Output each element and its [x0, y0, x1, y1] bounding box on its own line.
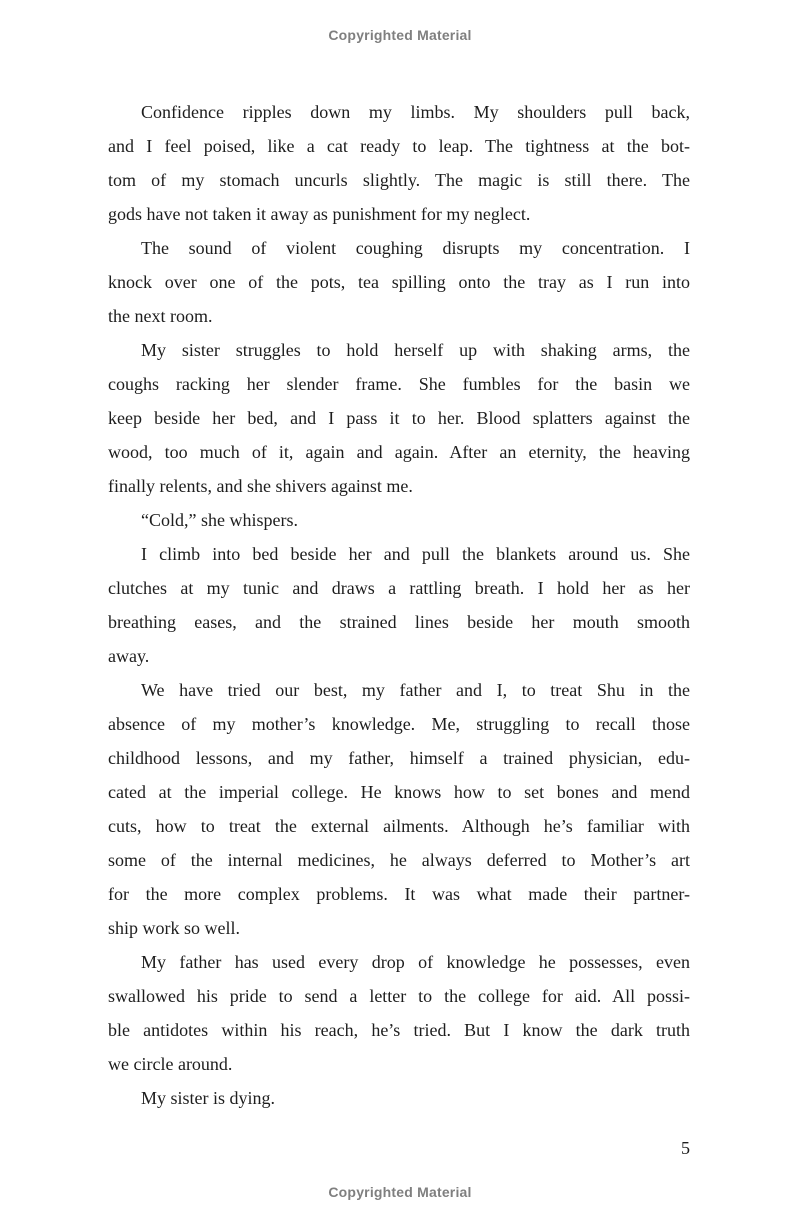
text-line: and I feel poised, like a cat ready to leap. The tightness at the bot- [108, 136, 690, 156]
text-line: some of the internal medicines, he always deferred to Mother’s art [108, 850, 690, 870]
text-line: tom of my stomach uncurls slightly. The magic is still there. The [108, 170, 690, 190]
text-line: Confidence ripples down my limbs. My shoulders pull back, [141, 102, 690, 122]
paragraph [108, 1081, 690, 1115]
text-line: breathing eases, and the strained lines beside her mouth smooth [108, 612, 690, 632]
text-line: wood, too much of it, again and again. After an eternity, the heaving [108, 442, 690, 462]
page-text [108, 95, 690, 1115]
text-line: My father has used every drop of knowledge he possesses, even [141, 952, 690, 972]
text-line: My sister is dying. [141, 1088, 276, 1108]
paragraph [108, 945, 690, 1081]
text-line: ble antidotes within his reach, he’s tried. But I know the dark truth [108, 1020, 690, 1040]
text-line: keep beside her bed, and I pass it to her. Blood splatters against the [108, 408, 690, 428]
text-line: childhood lessons, and my father, himself a trained physician, edu- [108, 748, 690, 768]
paragraph [108, 673, 690, 945]
text-line: knock over one of the pots, tea spilling onto the tray as I run into [108, 272, 690, 292]
text-line: finally relents, and she shivers against me. [108, 476, 413, 496]
text-line: ship work so well. [108, 918, 240, 938]
text-line: we circle around. [108, 1054, 233, 1074]
copyright-notice-bottom: Copyrighted Material [328, 1184, 472, 1200]
paragraph [108, 231, 690, 333]
copyright-notice-top: Copyrighted Material [328, 27, 472, 43]
text-line: gods have not taken it away as punishment for my neglect. [108, 204, 531, 224]
text-line: coughs racking her slender frame. She fumbles for the basin we [108, 374, 690, 394]
text-line: absence of my mother’s knowledge. Me, struggling to recall those [108, 714, 690, 734]
text-line: cated at the imperial college. He knows how to set bones and mend [108, 782, 690, 802]
text-line: clutches at my tunic and draws a rattling breath. I hold her as her [108, 578, 690, 598]
paragraph [108, 333, 690, 503]
text-line: swallowed his pride to send a letter to the college for aid. All possi- [108, 986, 690, 1006]
text-line: for the more complex problems. It was what made their partner- [108, 884, 690, 904]
paragraph [108, 537, 690, 673]
text-line: away. [108, 646, 150, 666]
paragraph [108, 95, 690, 231]
page-number: 5 [681, 1138, 690, 1158]
text-line: the next room. [108, 306, 213, 326]
text-line: I climb into bed beside her and pull the blankets around us. She [141, 544, 690, 564]
paragraph [108, 503, 690, 537]
text-line: cuts, how to treat the external ailments. Although he’s familiar with [108, 816, 690, 836]
text-line: We have tried our best, my father and I, to treat Shu in the [141, 680, 690, 700]
text-line: The sound of violent coughing disrupts my concentration. I [141, 238, 690, 258]
text-line: “Cold,” she whispers. [141, 510, 298, 530]
text-line: My sister struggles to hold herself up with shaking arms, the [141, 340, 690, 360]
